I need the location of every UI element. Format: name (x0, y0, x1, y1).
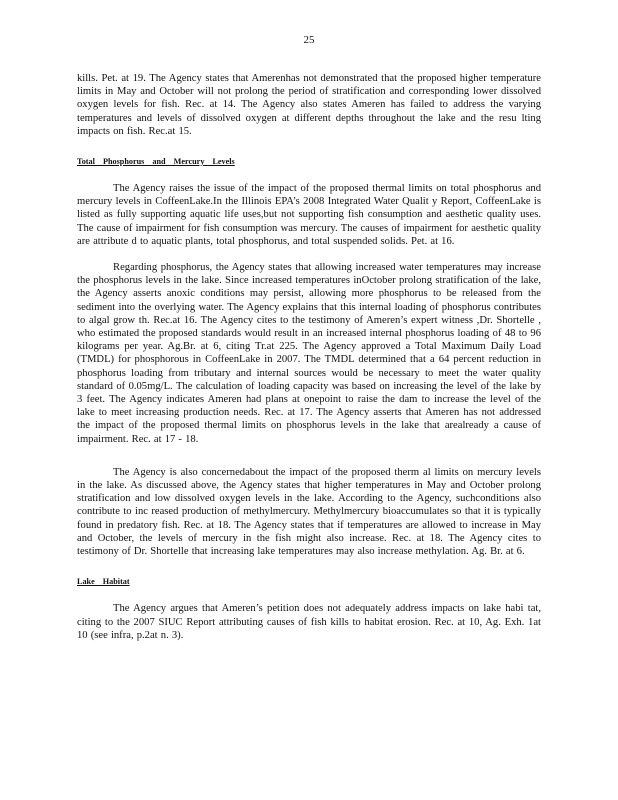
document-body (77, 72, 541, 642)
section-heading-lake-habitat: Lake Habitat (77, 577, 130, 587)
section-heading-total-phosphorus: Total Phosphorus and Mercury Levels (77, 157, 235, 167)
page-number: 25 (303, 34, 315, 46)
paragraph-phosphorus: Regarding phosphorus, the Agency states that allowing increased water temperatures may increase the phosphorus levels in the lake. Since increased temperatures inOctober prolong stratification of the lake, the Agency asserts anoxic conditions may persist, allowing more phosphorus to be released from the sediment into the overlying water. The Agency explains that this internal loading of phosphorus contributes to algal grow th. Rec.at 16. The Agency cites to the testimony of Ameren’s expert witness ,Dr. Shortelle , who estimated the proposed standards would result in an increased internal phosphorus loading of 48 to 96 kilograms per year. Ag.Br. at 6, citing Tr.at 225. The Agency approved a Total Maximum Daily Load (TMDL) for phosphorous in CoffeenLake in 2007. The TMDL determined that a 64 percent reduction in phosphorus loading from tributary and internal sources would be necessary to meet the water quality standard of 0.05mg/L. The calculation of loading capacity was based on increasing the level of the lake by 3 feet. The Agency indicates Ameren had plans at onepoint to raise the dam to increase the level of the lake to meet increasing production needs. Rec. at 17. The Agency asserts that Ameren has not addressed the impact of the proposed thermal limits on phosphorus levels in the lake that arealready a cause of impairment. Rec. at 17 - 18. (77, 262, 541, 445)
paragraph-impairment: The Agency raises the issue of the impact of the proposed thermal limits on total phosphorus and mercury levels in CoffeenLake.In the Illinois EPA’s 2008 Integrated Water Qualit y Report, CoffeenLake is listed as fully supporting aquatic life uses,but not supporting fish consumption and aesthetic quality uses. The cause of impairment for fish consumption was mercury. The causes of impairment for aesthetic quality are attribute d to aquatic plants, total phosphorus, and total suspended solids. Pet. at 16. (77, 183, 541, 247)
paragraph-mercury: The Agency is also concernedabout the impact of the proposed therm al limits on mercury levels in the lake. As discussed above, the Agency states that higher temperatures in May and October prolong stratification and low dissolved oxygen levels in the lake. According to the Agency, suchconditions also contribute to inc reased production of methylmercury. Methylmercury bioaccumulates so that it is typically found in predatory fish. Rec. at 18. The Agency states that if temperatures are allowed to increase in May and October, the levels of mercury in the fish might also increase. Rec. at 18. The Agency cites to testimony of Dr. Shortelle that increasing lake temperatures may also increase methylation. Ag. Br. at 6. (77, 466, 541, 558)
paragraph-lake-habitat: The Agency argues that Ameren’s petition does not adequately address impacts on lake habi tat, citing to the 2007 SIUC Report attributing causes of fish kills to habitat erosion. Rec. at 10, Ag. Exh. 1at 10 (see infra, p.2at n. 3). (77, 603, 541, 641)
paragraph-continuation: kills. Pet. at 19. The Agency states that Amerenhas not demonstrated that the proposed higher temperature limits in May and October will not prolong the period of stratification and corresponding lower dissolved oxygen levels for fish. Rec. at 14. The Agency also states Ameren has failed to address the varying temperatures and levels of dissolved oxygen at different depths throughout the lake and the resu lting impacts on fish. Rec.at 15. (77, 73, 541, 137)
